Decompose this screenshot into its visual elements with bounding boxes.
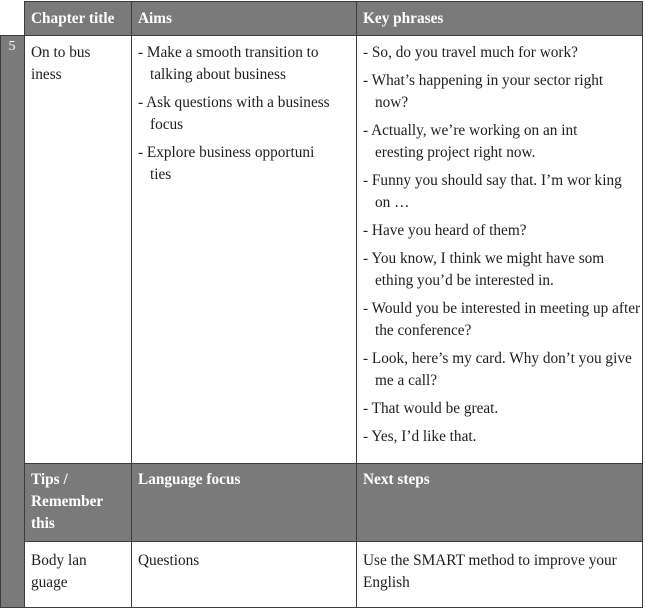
aim-item: - Make a smooth transition to talking about business bbox=[138, 44, 319, 83]
header-aims: Aims bbox=[132, 2, 357, 35]
aim-item: - Ask questions with a business focus bbox=[138, 94, 330, 133]
key-phrase-item: - Actually, we’re working on an int eresting project right now. bbox=[363, 122, 578, 161]
key-phrases-list bbox=[363, 42, 641, 448]
key-phrase-item: - That would be great. bbox=[363, 400, 499, 417]
key-phrase-item: - What’s happening in your sector right now? bbox=[363, 72, 604, 111]
border-left-outer bbox=[0, 35, 1, 608]
language-focus-cell: Questions bbox=[132, 541, 357, 608]
border-bottom bbox=[0, 607, 643, 608]
border-col2 bbox=[131, 1, 132, 608]
key-phrase-item: - Look, here’s my card. Why don’t you give me a call? bbox=[363, 350, 632, 389]
border-header2-top bbox=[24, 463, 643, 464]
key-phrase-item: - Would you be interested in meeting up after the conference? bbox=[363, 300, 641, 339]
next-steps-cell bbox=[357, 541, 642, 608]
key-phrase-item: - Yes, I’d like that. bbox=[363, 428, 477, 445]
chapter-number-strip bbox=[0, 35, 24, 608]
key-phrase-item: - You know, I think we might have som ething you’d be interested in. bbox=[363, 250, 605, 289]
border-header2-bottom bbox=[24, 541, 643, 542]
chapter-number: 5 bbox=[8, 39, 16, 54]
border-left bbox=[24, 1, 25, 608]
border-top bbox=[24, 1, 643, 2]
tips-cell bbox=[25, 541, 132, 608]
next-steps-text: Use the SMART method to improve your English bbox=[363, 552, 617, 591]
aim-item: - Explore business opportuni ties bbox=[138, 144, 315, 183]
header-tips: Tips / Remember this bbox=[25, 463, 132, 541]
header-key-phrases: Key phrases bbox=[357, 2, 642, 35]
chapter-title-cell bbox=[25, 35, 132, 463]
key-phrases-cell bbox=[357, 35, 642, 463]
border-right bbox=[642, 1, 643, 608]
header-language-focus: Language focus bbox=[132, 463, 357, 541]
header-next-steps: Next steps bbox=[357, 463, 642, 541]
border-col3 bbox=[356, 1, 357, 608]
aims-list bbox=[138, 42, 351, 186]
key-phrase-item: - Funny you should say that. I’m wor king on … bbox=[363, 172, 622, 211]
aims-cell bbox=[132, 35, 357, 463]
key-phrase-item: - So, do you travel much for work? bbox=[363, 44, 578, 61]
header-chapter-title: Chapter title bbox=[25, 2, 132, 35]
chapter-title: On to bus iness bbox=[31, 44, 91, 83]
border-header1 bbox=[0, 35, 643, 36]
tips-text: Body lan guage bbox=[31, 552, 87, 591]
key-phrase-item: - Have you heard of them? bbox=[363, 222, 527, 239]
